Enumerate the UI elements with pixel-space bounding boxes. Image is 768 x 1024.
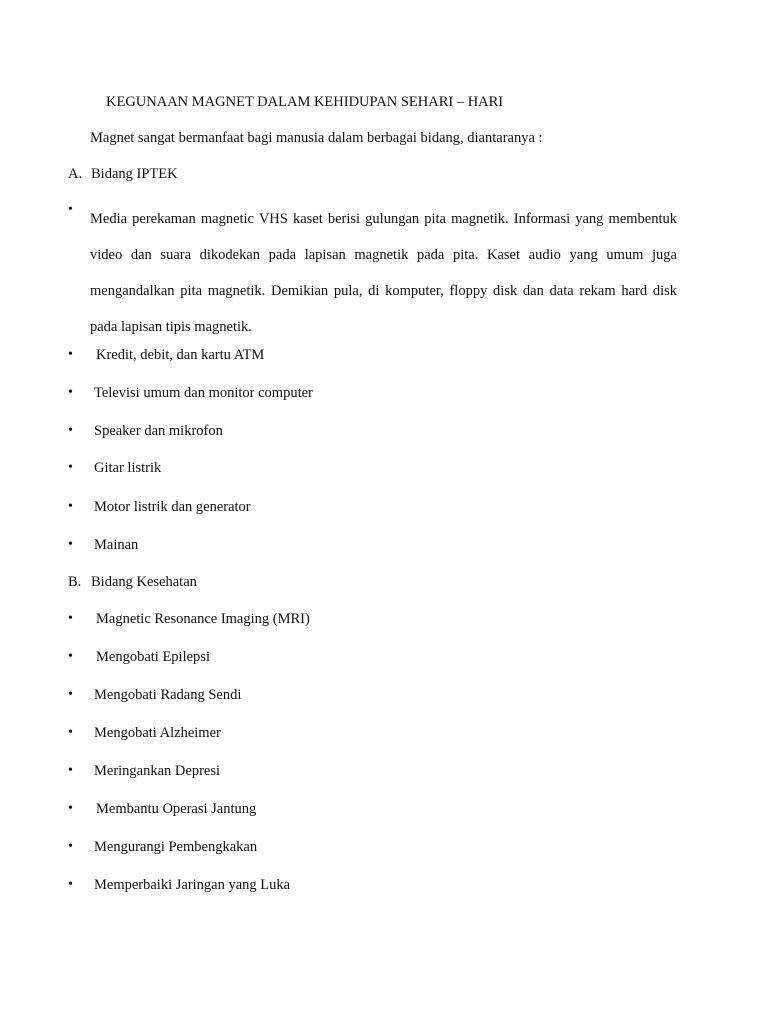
bullet-icon: •	[68, 202, 73, 217]
bullet-icon: •	[68, 763, 73, 778]
list-item: Mengobati Radang Sendi	[94, 687, 242, 703]
list-item: Mengobati Alzheimer	[94, 725, 221, 741]
section-a-heading	[68, 165, 178, 183]
bullet-icon: •	[68, 801, 73, 816]
list-item: Membantu Operasi Jantung	[96, 801, 257, 817]
intro-paragraph: Magnet sangat bermanfaat bagi manusia dalam berbagai bidang, diantaranya :	[90, 130, 543, 146]
section-a-paragraph-text: Media perekaman magnetic VHS kaset berisi gulungan pita magnetik. Informasi yang membentuk video dan suara dikodekan pada lapisan magnetik pada pita. Kaset audio yang umum juga mengandalkan pita magnetik. Demikian pula, di komputer, floppy disk dan data rekam hard disk pada lapisan tipis magnetik.	[90, 211, 677, 335]
bullet-icon: •	[68, 649, 73, 664]
bullet-icon: •	[68, 347, 73, 362]
list-item: Televisi umum dan monitor computer	[94, 385, 313, 401]
list-item: Speaker dan mikrofon	[94, 423, 223, 439]
list-item: Mengurangi Pembengkakan	[94, 839, 258, 855]
list-item: Mainan	[94, 537, 139, 553]
list-item: Meringankan Depresi	[94, 763, 221, 779]
list-item: Motor listrik dan generator	[94, 499, 251, 515]
bullet-icon: •	[68, 611, 73, 626]
bullet-icon: •	[68, 460, 73, 475]
list-item: Mengobati Epilepsi	[96, 649, 210, 665]
bullet-icon: •	[68, 839, 73, 854]
list-item: Magnetic Resonance Imaging (MRI)	[96, 611, 310, 627]
list-item: Gitar listrik	[94, 460, 162, 476]
list-item: Kredit, debit, dan kartu ATM	[96, 347, 265, 363]
section-a-marker: A.	[68, 166, 83, 182]
list-item: Memperbaiki Jaringan yang Luka	[94, 877, 291, 893]
section-b-title: Bidang Kesehatan	[91, 574, 197, 590]
bullet-icon: •	[68, 725, 73, 740]
bullet-icon: •	[68, 537, 73, 552]
bullet-icon: •	[68, 499, 73, 514]
bullet-icon: •	[68, 687, 73, 702]
document-title: KEGUNAAN MAGNET DALAM KEHIDUPAN SEHARI – HARI	[106, 94, 504, 110]
bullet-icon: •	[68, 385, 73, 400]
section-a-paragraph	[90, 201, 677, 345]
bullet-icon: •	[68, 423, 73, 438]
section-b-marker: B.	[68, 574, 82, 590]
section-b-heading	[68, 573, 197, 591]
section-a-title: Bidang IPTEK	[91, 166, 178, 182]
bullet-icon: •	[68, 877, 73, 892]
